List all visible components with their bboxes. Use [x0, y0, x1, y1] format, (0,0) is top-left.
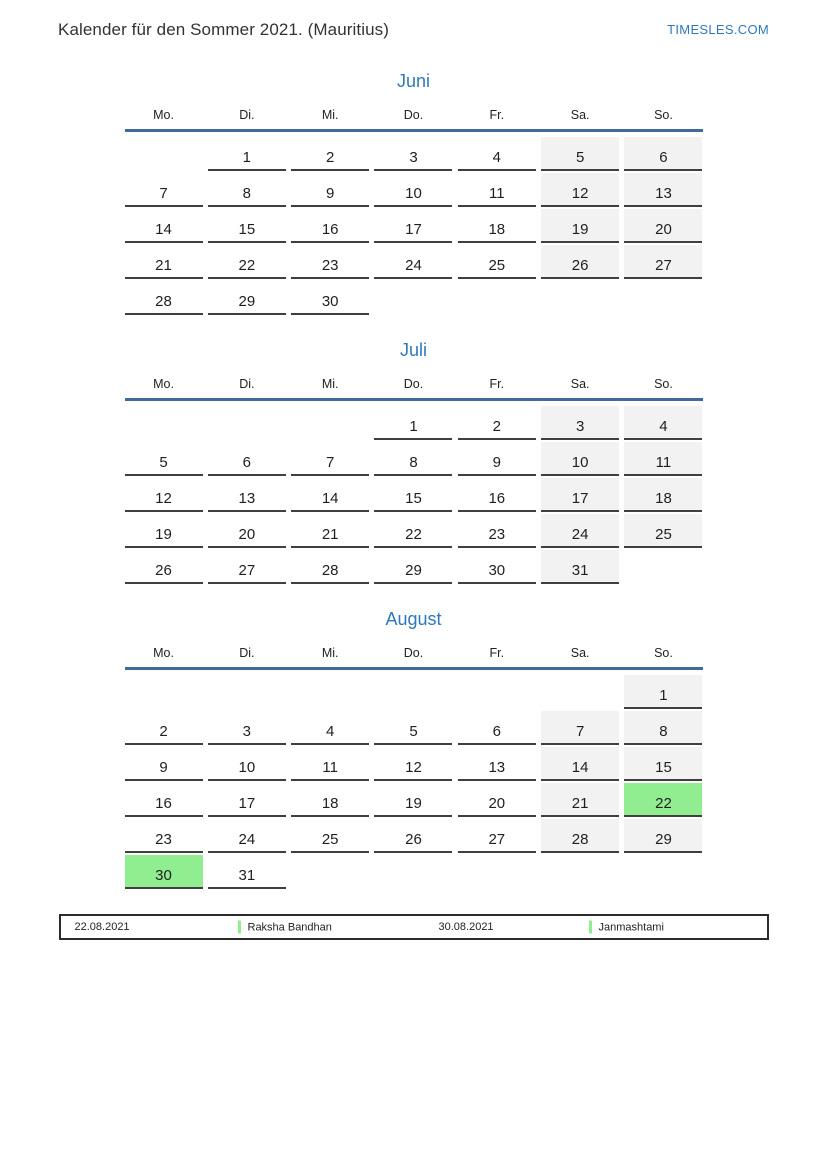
day-cell: 8 [208, 173, 286, 207]
day-cell: 7 [291, 442, 369, 476]
weekday-label: Mi. [321, 108, 339, 122]
day-cell: 25 [291, 819, 369, 853]
calendar-header-line [125, 129, 703, 132]
day-cell: 16 [125, 783, 203, 817]
day-cell: 13 [458, 747, 536, 781]
weekday-label: Mi. [321, 646, 339, 660]
day-cell: 29 [208, 281, 286, 315]
day-cell: 2 [125, 711, 203, 745]
empty-cell [374, 855, 452, 889]
day-cell: 3 [374, 137, 452, 171]
day-cell: 27 [624, 245, 702, 279]
day-cell: 5 [374, 711, 452, 745]
day-cell: 12 [541, 173, 619, 207]
day-cell: 10 [541, 442, 619, 476]
day-cell: 25 [624, 514, 702, 548]
day-cell: 19 [541, 209, 619, 243]
page-title: Kalender für den Sommer 2021. (Mauritius) [58, 20, 390, 39]
day-cell: 11 [624, 442, 702, 476]
day-cell: 1 [374, 406, 452, 440]
legend-entry [589, 921, 664, 934]
day-cell: 28 [541, 819, 619, 853]
day-cell: 23 [458, 514, 536, 548]
month-grid [125, 406, 703, 584]
month-calendar [125, 71, 703, 315]
page-header [0, 0, 827, 40]
day-cell: 24 [541, 514, 619, 548]
empty-cell [458, 855, 536, 889]
day-cell: 29 [624, 819, 702, 853]
day-cell: 17 [208, 783, 286, 817]
weekday-label: Do. [403, 377, 424, 391]
calendar-header-line [125, 398, 703, 401]
day-cell: 1 [624, 675, 702, 709]
weekday-label: Di. [239, 646, 255, 660]
weekday-label: Mo. [153, 108, 174, 122]
day-cell: 10 [374, 173, 452, 207]
legend-date: 22.08.2021 [74, 921, 130, 933]
empty-cell [291, 406, 369, 440]
day-cell: 11 [458, 173, 536, 207]
day-cell: 16 [458, 478, 536, 512]
weekday-label: Di. [239, 108, 255, 122]
empty-cell [374, 675, 452, 709]
day-cell: 21 [291, 514, 369, 548]
day-cell: 12 [374, 747, 452, 781]
holiday-color-bar-icon [238, 921, 241, 934]
empty-cell [458, 281, 536, 315]
day-cell: 14 [291, 478, 369, 512]
day-cell: 7 [125, 173, 203, 207]
weekday-label: So. [654, 377, 673, 391]
day-cell: 13 [208, 478, 286, 512]
day-cell: 5 [541, 137, 619, 171]
weekday-label: Sa. [570, 108, 590, 122]
day-cell: 28 [125, 281, 203, 315]
day-cell: 19 [374, 783, 452, 817]
empty-cell [291, 855, 369, 889]
day-cell: 26 [374, 819, 452, 853]
day-cell: 30 [458, 550, 536, 584]
month-title: Juni [396, 71, 431, 91]
day-cell: 22 [624, 783, 702, 817]
empty-cell [541, 675, 619, 709]
day-cell: 23 [125, 819, 203, 853]
empty-cell [458, 675, 536, 709]
weekday-label: Fr. [489, 108, 505, 122]
month-grid [125, 137, 703, 315]
day-cell: 2 [291, 137, 369, 171]
empty-cell [208, 406, 286, 440]
month-calendar [125, 609, 703, 889]
weekday-row [125, 108, 703, 122]
day-cell: 4 [624, 406, 702, 440]
weekday-row [125, 377, 703, 391]
day-cell: 17 [374, 209, 452, 243]
day-cell: 9 [458, 442, 536, 476]
weekday-label: Mi. [321, 377, 339, 391]
weekday-label: Mo. [153, 377, 174, 391]
empty-cell [125, 675, 203, 709]
day-cell: 15 [208, 209, 286, 243]
brand-link[interactable]: TIMESLES.COM [667, 22, 769, 37]
month-grid [125, 675, 703, 889]
day-cell: 26 [541, 245, 619, 279]
day-cell: 10 [208, 747, 286, 781]
day-cell: 15 [374, 478, 452, 512]
day-cell: 30 [125, 855, 203, 889]
day-cell: 12 [125, 478, 203, 512]
day-cell: 21 [541, 783, 619, 817]
day-cell: 3 [208, 711, 286, 745]
weekday-label: Di. [239, 377, 255, 391]
day-cell: 30 [291, 281, 369, 315]
day-cell: 15 [624, 747, 702, 781]
day-cell: 4 [458, 137, 536, 171]
day-cell: 9 [291, 173, 369, 207]
legend-event-label: Raksha Bandhan [247, 921, 332, 933]
empty-cell [624, 550, 702, 584]
empty-cell [208, 675, 286, 709]
day-cell: 5 [125, 442, 203, 476]
weekday-label: Sa. [570, 646, 590, 660]
day-cell: 17 [541, 478, 619, 512]
legend-box [59, 914, 769, 940]
weekday-label: Sa. [570, 377, 590, 391]
empty-cell [291, 675, 369, 709]
day-cell: 19 [125, 514, 203, 548]
weekday-label: So. [654, 646, 673, 660]
day-cell: 3 [541, 406, 619, 440]
day-cell: 26 [125, 550, 203, 584]
weekday-row [125, 646, 703, 660]
day-cell: 13 [624, 173, 702, 207]
day-cell: 8 [624, 711, 702, 745]
empty-cell [624, 281, 702, 315]
day-cell: 31 [541, 550, 619, 584]
day-cell: 20 [458, 783, 536, 817]
day-cell: 6 [458, 711, 536, 745]
weekday-label: So. [654, 108, 673, 122]
day-cell: 20 [624, 209, 702, 243]
weekday-label: Mo. [153, 646, 174, 660]
day-cell: 18 [624, 478, 702, 512]
weekday-label: Do. [403, 646, 424, 660]
weekday-label: Fr. [489, 377, 505, 391]
day-cell: 14 [125, 209, 203, 243]
legend-entry [238, 921, 332, 934]
day-cell: 2 [458, 406, 536, 440]
empty-cell [541, 855, 619, 889]
day-cell: 27 [458, 819, 536, 853]
day-cell: 27 [208, 550, 286, 584]
day-cell: 21 [125, 245, 203, 279]
month-title: Juli [399, 340, 427, 360]
month-calendar [125, 340, 703, 584]
day-cell: 20 [208, 514, 286, 548]
day-cell: 14 [541, 747, 619, 781]
holiday-color-bar-icon [589, 921, 592, 934]
day-cell: 18 [458, 209, 536, 243]
month-title: August [385, 609, 442, 629]
day-cell: 22 [208, 245, 286, 279]
day-cell: 4 [291, 711, 369, 745]
months-container [125, 71, 703, 889]
day-cell: 28 [291, 550, 369, 584]
day-cell: 24 [208, 819, 286, 853]
day-cell: 25 [458, 245, 536, 279]
weekday-label: Fr. [489, 646, 505, 660]
day-cell: 7 [541, 711, 619, 745]
day-cell: 6 [208, 442, 286, 476]
legend-event-label: Janmashtami [598, 921, 664, 933]
day-cell: 9 [125, 747, 203, 781]
day-cell: 6 [624, 137, 702, 171]
day-cell: 8 [374, 442, 452, 476]
empty-cell [624, 855, 702, 889]
day-cell: 24 [374, 245, 452, 279]
legend-date: 30.08.2021 [438, 921, 494, 933]
day-cell: 29 [374, 550, 452, 584]
empty-cell [125, 137, 203, 171]
calendar-header-line [125, 667, 703, 670]
day-cell: 31 [208, 855, 286, 889]
weekday-label: Do. [403, 108, 424, 122]
day-cell: 1 [208, 137, 286, 171]
day-cell: 11 [291, 747, 369, 781]
day-cell: 18 [291, 783, 369, 817]
day-cell: 16 [291, 209, 369, 243]
day-cell: 22 [374, 514, 452, 548]
empty-cell [125, 406, 203, 440]
empty-cell [541, 281, 619, 315]
empty-cell [374, 281, 452, 315]
day-cell: 23 [291, 245, 369, 279]
